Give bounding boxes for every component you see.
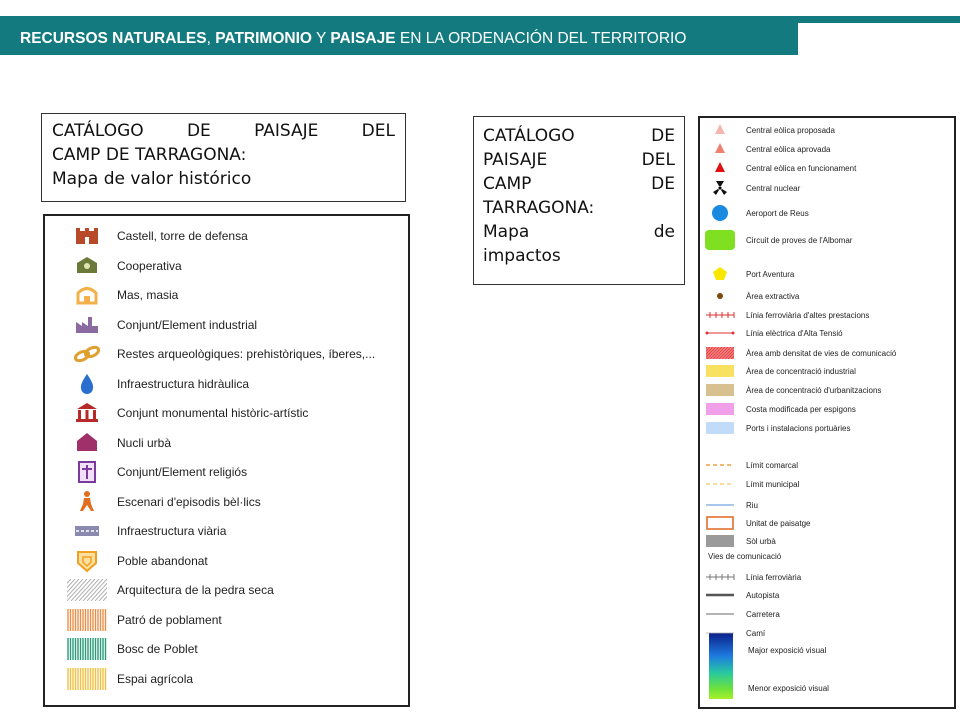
legend-label: Àrea de concentració d'urbanitzacions bbox=[746, 385, 882, 395]
legend-item bbox=[704, 286, 799, 306]
legend-label: Autopista bbox=[746, 590, 780, 600]
thin-line-icon bbox=[704, 623, 736, 643]
header-part: EN LA ORDENACIÓN DEL TERRITORIO bbox=[395, 30, 687, 47]
header-part: RECURSOS NATURALES bbox=[20, 30, 207, 47]
dot-icon bbox=[704, 286, 736, 306]
legend-item bbox=[704, 305, 869, 325]
legend-label: Espai agrícola bbox=[117, 671, 194, 686]
legend-label: Sòl urbà bbox=[746, 536, 776, 546]
square-icon bbox=[704, 399, 736, 419]
legend-label: Patró de poblament bbox=[117, 612, 222, 627]
legend-item bbox=[67, 548, 208, 574]
stripes-yellow-icon bbox=[67, 666, 107, 692]
outline-rect-icon bbox=[704, 513, 736, 533]
title-line: CATÁLOGO DE PAISAJE DEL bbox=[52, 121, 395, 141]
header-part: PAISAJE bbox=[330, 30, 396, 47]
legend-label: Conjunt monumental històric-artístic bbox=[117, 406, 309, 420]
legend-label: Línia ferroviària bbox=[746, 572, 802, 582]
legend-label: Infraestructura hidràulica bbox=[117, 376, 250, 391]
impacts-map-title-box bbox=[473, 116, 685, 285]
legend-item bbox=[704, 323, 843, 343]
title-line: PAISAJE DEL bbox=[483, 150, 675, 170]
radiation-icon bbox=[704, 178, 736, 198]
legend-item bbox=[704, 495, 758, 515]
legend-label: Escenari d'episodis bèl·lics bbox=[117, 494, 261, 509]
legend-item bbox=[704, 604, 780, 624]
legend-label: Central eòlica en funcionament bbox=[746, 163, 857, 173]
legend-item bbox=[67, 312, 257, 338]
legend-label: Àrea extractiva bbox=[746, 291, 800, 301]
title-line: TARRAGONA: bbox=[483, 198, 595, 218]
legend-item bbox=[704, 399, 856, 419]
legend-label: Àrea amb densitat de vies de comunicació bbox=[746, 348, 897, 358]
gradient-low-label: Menor exposició visual bbox=[748, 684, 829, 693]
legend-label: Circuit de proves de l'Albomar bbox=[746, 235, 853, 245]
stripes-orange-icon bbox=[67, 607, 107, 633]
legend-item bbox=[67, 518, 226, 544]
legend-label: Arquitectura de la pedra seca bbox=[117, 583, 274, 597]
line-icon bbox=[704, 604, 736, 624]
title-line: CAMP DE TARRAGONA: bbox=[52, 145, 247, 165]
dashed-line-icon bbox=[704, 455, 736, 475]
legend-item bbox=[704, 418, 851, 438]
legend-item bbox=[704, 230, 852, 250]
legend-item bbox=[704, 158, 856, 178]
legend-item bbox=[67, 341, 375, 367]
legend-label: Límit comarcal bbox=[746, 460, 799, 470]
farmhouse-icon bbox=[67, 282, 107, 308]
archaeology-icon bbox=[67, 341, 107, 367]
title-line: Mapa de bbox=[483, 222, 675, 242]
legend-label: Infraestructura viària bbox=[117, 524, 227, 538]
legend-item bbox=[67, 430, 171, 456]
legend-item bbox=[704, 623, 765, 643]
square-icon bbox=[704, 418, 736, 438]
header-part: , bbox=[206, 30, 216, 47]
castle-icon bbox=[67, 223, 107, 249]
road-icon bbox=[67, 518, 107, 544]
triangle-icon bbox=[704, 139, 736, 159]
legend-item bbox=[67, 666, 193, 692]
circle-icon bbox=[704, 203, 736, 223]
legend-item bbox=[67, 459, 247, 485]
legend-item bbox=[704, 178, 800, 198]
square-icon bbox=[704, 361, 736, 381]
legend-item bbox=[704, 361, 856, 381]
legend-item bbox=[67, 577, 274, 603]
factory-icon bbox=[67, 312, 107, 338]
legend-item bbox=[67, 253, 182, 279]
line-icon bbox=[704, 495, 736, 515]
legend-label: Port Aventura bbox=[746, 269, 795, 279]
legend-item bbox=[704, 585, 779, 605]
legend-item bbox=[704, 531, 776, 551]
title-line: impactos bbox=[483, 246, 561, 266]
legend-label: Poble abandonat bbox=[117, 553, 208, 568]
legend-item bbox=[704, 139, 831, 159]
legend-label: Mas, masia bbox=[117, 288, 179, 302]
stripes-green-icon bbox=[67, 636, 107, 662]
header-part: PATRIMONIO bbox=[215, 30, 312, 47]
title-line: Mapa de valor histórico bbox=[52, 169, 252, 189]
legend-label: Carretera bbox=[746, 609, 780, 619]
gradient-high-label: Major exposició visual bbox=[748, 646, 827, 655]
legend-item bbox=[704, 567, 801, 587]
header-part: Y bbox=[311, 30, 331, 47]
legend-label: Conjunt/Element religiós bbox=[117, 465, 248, 479]
legend-item bbox=[67, 489, 261, 515]
legend-label: Central eòlica aprovada bbox=[746, 144, 831, 154]
legend-item bbox=[704, 343, 896, 363]
legend-label: Nucli urbà bbox=[117, 435, 172, 450]
monument-icon bbox=[67, 400, 107, 426]
legend-item bbox=[704, 513, 811, 533]
cooperative-icon bbox=[67, 253, 107, 279]
legend-label: Central nuclear bbox=[746, 183, 801, 193]
legend-label: Castell, torre de defensa bbox=[117, 229, 248, 243]
legend-label: Bosc de Poblet bbox=[117, 642, 198, 656]
legend-label: Conjunt/Element industrial bbox=[117, 317, 258, 332]
legend-label: Àrea de concentració industrial bbox=[746, 366, 856, 376]
legend-label: Restes arqueològiques: prehistòriques, íberes,... bbox=[117, 347, 376, 361]
roads-section-title: Vies de comunicació bbox=[708, 552, 782, 561]
water-drop-icon bbox=[67, 371, 107, 397]
legend-item bbox=[704, 455, 798, 475]
legend-item bbox=[67, 371, 249, 397]
legend-item bbox=[67, 282, 178, 308]
legend-label: Unitat de paisatge bbox=[746, 518, 811, 528]
hatch-pattern-icon bbox=[67, 577, 107, 603]
legend-label: Límit municipal bbox=[746, 479, 800, 489]
legend-label: Cooperativa bbox=[117, 258, 182, 273]
legend-label: Costa modificada per espigons bbox=[746, 404, 856, 414]
house-icon bbox=[67, 430, 107, 456]
square-icon bbox=[704, 380, 736, 400]
dashed-line-icon bbox=[704, 474, 736, 494]
rail-line-icon bbox=[704, 305, 736, 325]
legend-item bbox=[704, 203, 809, 223]
legend-item bbox=[704, 120, 835, 140]
header-banner bbox=[0, 23, 798, 55]
legend-label: Riu bbox=[746, 500, 759, 510]
historic-map-title-box bbox=[41, 113, 406, 202]
square-icon bbox=[704, 531, 736, 551]
rounded-square-icon bbox=[704, 230, 736, 250]
soldier-icon bbox=[67, 489, 107, 515]
legend-item bbox=[704, 264, 794, 284]
legend-label: Línia elèctrica d'Alta Tensió bbox=[746, 328, 843, 338]
legend-label: Ports i instalacions portuàries bbox=[746, 423, 851, 433]
cross-icon bbox=[67, 459, 107, 485]
title-line: CATÁLOGO DE bbox=[483, 126, 675, 146]
legend-label: Línia ferroviària d'altes prestacions bbox=[746, 310, 870, 320]
legend-label: Central eòlica proposada bbox=[746, 125, 835, 135]
historic-value-legend bbox=[43, 214, 410, 707]
power-line-icon bbox=[704, 323, 736, 343]
rail-line-icon bbox=[704, 567, 736, 587]
legend-item bbox=[67, 607, 222, 633]
legend-label: Aeroport de Reus bbox=[746, 208, 809, 218]
impacts-legend bbox=[698, 116, 956, 709]
triangle-icon bbox=[704, 158, 736, 178]
abandoned-village-icon bbox=[67, 548, 107, 574]
title-line: CAMP DE bbox=[483, 174, 675, 194]
legend-item bbox=[67, 400, 308, 426]
triangle-icon bbox=[704, 120, 736, 140]
pentagon-icon bbox=[704, 264, 736, 284]
header-top-line bbox=[0, 16, 960, 23]
legend-item bbox=[67, 223, 248, 249]
hatched-area-icon bbox=[704, 343, 736, 363]
legend-item bbox=[704, 474, 799, 494]
thick-line-icon bbox=[704, 585, 736, 605]
legend-item bbox=[67, 636, 198, 662]
legend-item bbox=[704, 380, 881, 400]
legend-label: Camí bbox=[746, 628, 766, 638]
